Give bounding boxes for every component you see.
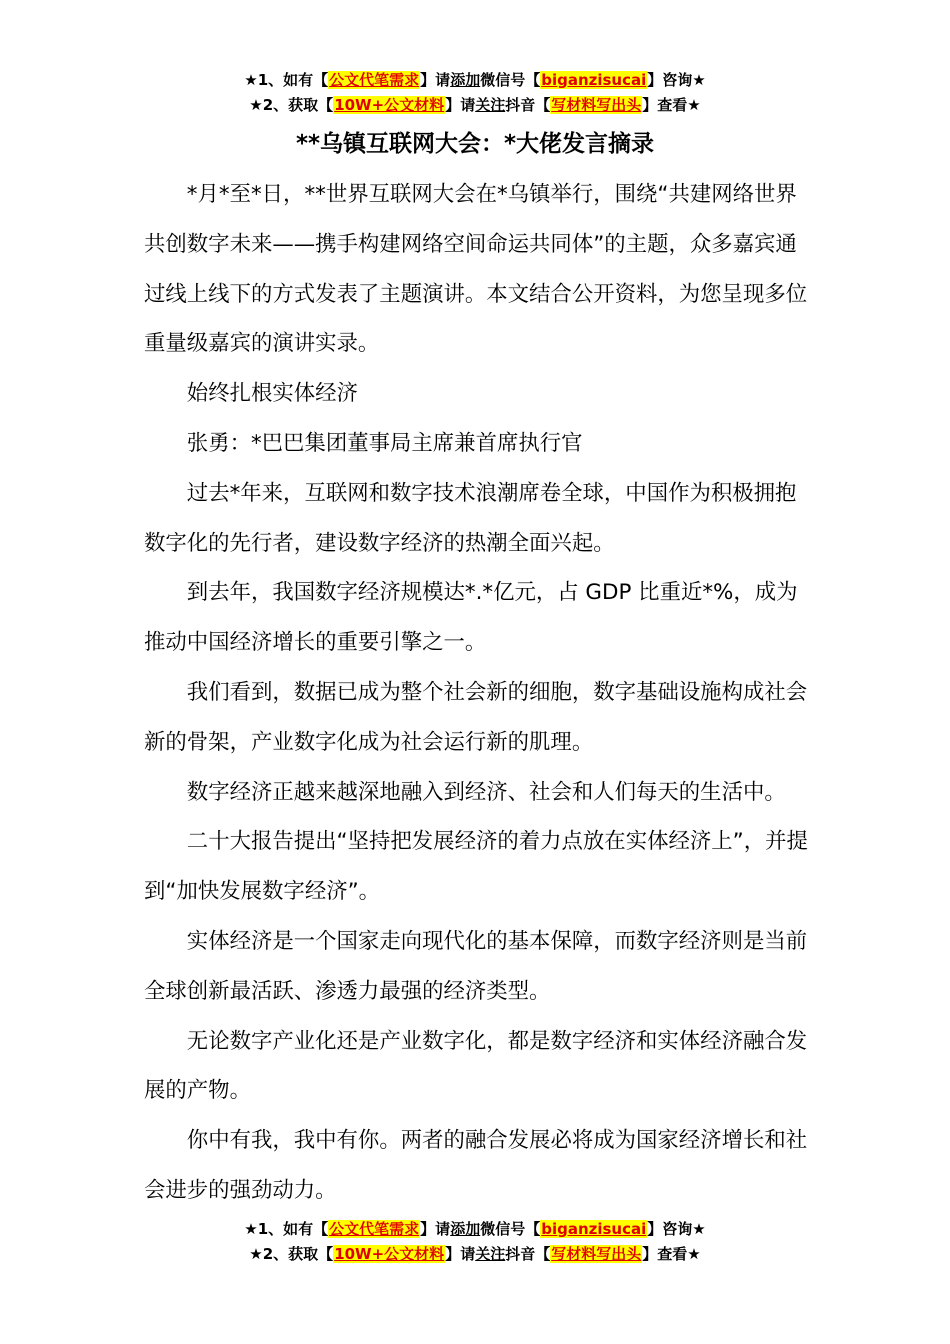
paragraph: 你中有我，我中有你。两者的融合发展必将成为国家经济增长和社会进步的强劲动力。 [144,1128,808,1203]
footer-banner [0,1217,950,1267]
document-title: **乌镇互联网大会：*大佬发言摘录 [295,131,655,157]
header-banner-line-2: ★2、获取【10W+公文材料】请关注抖音【写材料写出头】查看★ [249,96,701,114]
header-banner [0,68,950,118]
paragraph: 数字经济正越来越深地融入到经济、社会和人们每天的生活中。 [186,779,786,805]
highlight-materials: 10W+公文材料 [334,1245,445,1263]
highlight-ghostwriting: 公文代笔需求 [329,1220,420,1238]
paragraph: 我们看到，数据已成为整个社会新的细胞，数字基础设施构成社会新的骨架，产业数字化成为社会运行新的肌理。 [144,679,808,755]
highlight-douyin-account: 写材料写出头 [551,1245,642,1263]
paragraph: *月*至*日，**世界互联网大会在*乌镇举行，围绕“共建网络世界 共创数字未来——携手构建网络空间命运共同体”的主题，众多嘉宾通过线上线下的方式发表了主题演讲。本文结合公开资料，为您呈现多位重量级嘉宾的演讲实录。 [144,182,808,357]
highlight-ghostwriting: 公文代笔需求 [329,71,420,89]
speaker-line: 张勇：*巴巴集团董事局主席兼首席执行官 [186,430,583,456]
section-heading: 始终扎根实体经济 [186,381,358,407]
footer-banner-line-2: ★2、获取【10W+公文材料】请关注抖音【写材料写出头】查看★ [249,1245,701,1263]
highlight-materials: 10W+公文材料 [334,96,445,114]
paragraph: 实体经济是一个国家走向现代化的基本保障，而数字经济则是当前全球创新最活跃、渗透力最强的经济类型。 [144,928,808,1004]
highlight-wechat-id: biganzisucai [541,71,647,89]
paragraph: 二十大报告提出“坚持把发展经济的着力点放在实体经济上”，并提到“加快发展数字经济”。 [144,829,808,905]
document-body [144,170,814,1216]
paragraph: 过去*年来，互联网和数字技术浪潮席卷全球，中国作为积极拥抱数字化的先行者，建设数字经济的热潮全面兴起。 [144,480,797,556]
highlight-wechat-id: biganzisucai [541,1220,647,1238]
highlight-douyin-account: 写材料写出头 [551,96,642,114]
footer-banner-line-1: ★1、如有【公文代笔需求】请添加微信号【biganzisucai】咨询★ [244,1220,706,1238]
paragraph: 到去年，我国数字经济规模达*.*亿元，占 GDP 比重近*%，成为推动中国经济增长的重要引擎之一。 [144,580,798,656]
header-banner-line-1: ★1、如有【公文代笔需求】请添加微信号【biganzisucai】咨询★ [244,71,706,89]
paragraph: 无论数字产业化还是产业数字化，都是数字经济和实体经济融合发展的产物。 [144,1028,808,1104]
